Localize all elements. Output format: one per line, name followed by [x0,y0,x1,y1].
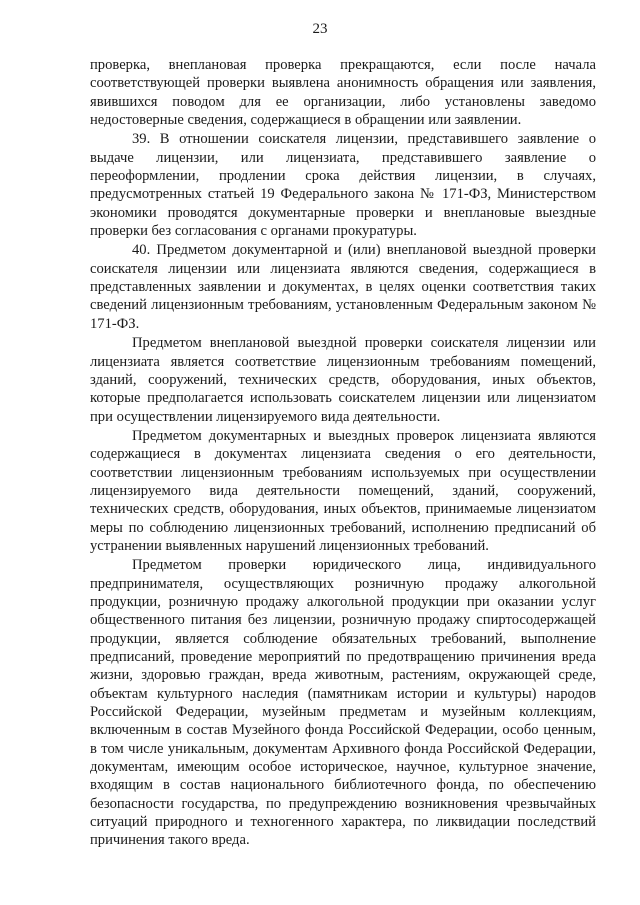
paragraph-legal-entity-inspection-subject: Предметом проверки юридического лица, индивидуального предпринимателя, осуществляющих розничную продажу алкогольной продукции, розничную продажу алкогольной продукции при оказании услуг общественного питания без лицензии, розничную продажу спиртосодержащей продукции, является соблюдение обязательных требований, выполнение предписаний, проведение мероприятий по предотвращению причинения вреда жизни, здоровью граждан, вреда животным, растениям, окружающей среде, объектам культурного наследия (памятникам истории и культуры) народов Российской Федерации, музейным предметам и музейным коллекциям, включенным в состав Музейного фонда Российской Федерации, особо ценным, в том числе уникальным, документам Архивного фонда Российской Федерации, документам, имеющим особое историческое, научное, культурное значение, входящим в состав национального библиотечного фонда, по обеспечению безопасности государства, по предупреждению возникновения чрезвычайных ситуаций природного и техногенного характера, по ликвидации последствий причинения такого вреда. [90,557,596,849]
paragraph-onsite-inspection-subject: Предметом внеплановой выездной проверки соискателя лицензии или лицензиата является соответствие лицензионным требованиям помещений, зданий, сооружений, технических средств, оборудования, иных объектов, которые предполагается использовать соискателем лицензии или лицензиатом при осуществлении лицензируемого вида деятельности. [90,335,596,425]
paragraph-licensee-inspection-subject: Предметом документарных и выездных проверок лицензиата являются содержащиеся в документах лицензиата сведения о его деятельности, соответствии лицензионным требованиям используемых при осуществлении лицензируемого вида деятельности помещений, зданий, сооружений, технических средств, оборудования, иных объектов, принимаемые лицензиатом меры по соблюдению лицензионных требований, исполнению предписаний об устранении выявленных нарушений лицензионных требований. [90,427,596,554]
paragraph-continuation: проверка, внеплановая проверка прекращаются, если после начала соответствующей проверки выявлена анонимность обращения или заявления, явившихся поводом для ее организации, либо установлены заведомо недостоверные сведения, содержащиеся в обращении или заявлении. [90,57,596,129]
paragraph-item-39: 39. В отношении соискателя лицензии, представившего заявление о выдаче лицензии, или лицензиата, представившего заявление о переоформлении, продлении срока действия лицензии, в случаях, предусмотренных статьей 19 Федерального закона № 171-ФЗ, Министерством экономики проводятся документарные проверки и внеплановые выездные проверки без согласования с органами прокуратуры. [90,131,596,240]
paragraph-item-40: 40. Предметом документарной и (или) внеплановой выездной проверки соискателя лицензии или лицензиата являются сведения, содержащиеся в представленных заявлении и документах, в целях оценки соответствия таких сведений лицензионным требованиям, установленным Федеральным законом № 171-ФЗ. [90,242,596,332]
document-body [90,56,596,850]
page-number: 23 [312,21,328,37]
